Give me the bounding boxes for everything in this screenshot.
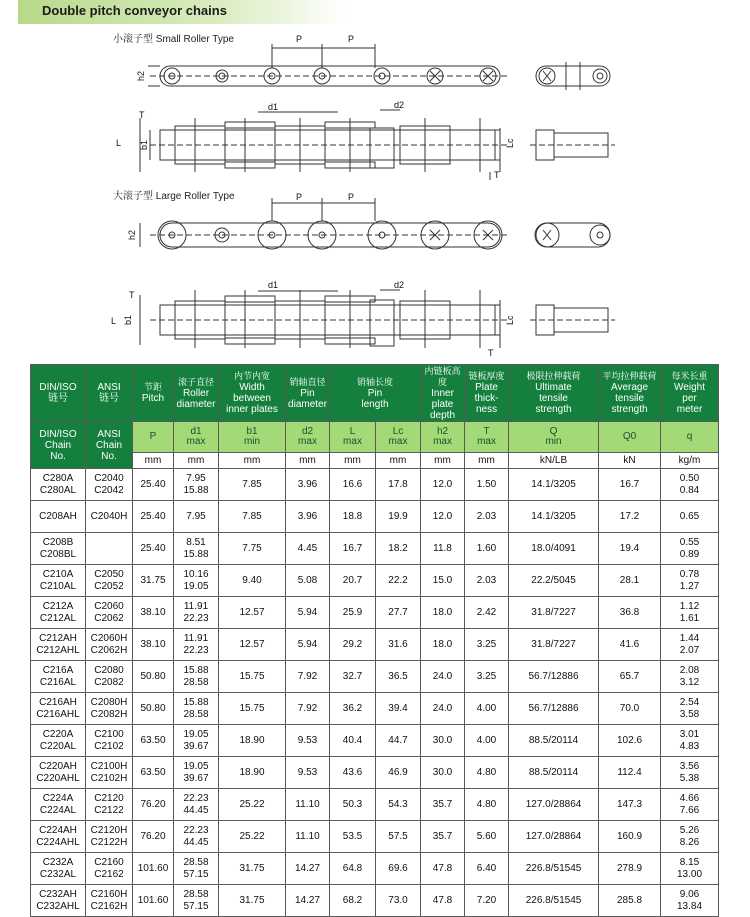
label-d2-large: d2 — [394, 280, 405, 290]
cell-roller-diameter: 10.16 19.05 — [174, 565, 219, 597]
table-row — [31, 533, 719, 565]
label-h2-small: h2 — [136, 70, 146, 81]
cell-pin-length: 29.2 — [330, 629, 376, 661]
cell-plate-depth: 24.0 — [421, 693, 465, 725]
label-t-large-bottom: T — [488, 348, 494, 358]
cell-inner-width: 12.57 — [219, 597, 286, 629]
col-l-symbol: L max — [330, 422, 376, 453]
cell-ultimate-strength: 56.7/12886 — [509, 693, 599, 725]
col-ansi-symbol: ANSI Chain No. — [86, 422, 133, 469]
cell-ansi: C2160 C2162 — [86, 853, 133, 885]
cell-ansi: C2060H C2062H — [86, 629, 133, 661]
cell-ultimate-strength: 127.0/28864 — [509, 821, 599, 853]
unit-d1: mm — [174, 453, 219, 469]
cell-average-strength: 36.8 — [599, 597, 661, 629]
label-b1-small: b1 — [139, 139, 149, 150]
cell-inner-width: 25.22 — [219, 789, 286, 821]
cell-roller-diameter: 11.91 22.23 — [174, 597, 219, 629]
table-row — [31, 789, 719, 821]
col-b1-symbol: b1 min — [219, 422, 286, 453]
cell-pitch: 76.20 — [133, 821, 174, 853]
large-roller-caption: 大滚子型 Large Roller Type — [113, 191, 235, 202]
table-row — [31, 469, 719, 501]
cell-din: C280A C280AL — [31, 469, 86, 501]
cell-weight: 3.56 5.38 — [661, 757, 719, 789]
cell-pin-length: 25.9 — [330, 597, 376, 629]
cell-din: C210A C210AL — [31, 565, 86, 597]
unit-q0: kN — [599, 453, 661, 469]
cell-pin-length: 40.4 — [330, 725, 376, 757]
cell-pin-diameter: 9.53 — [286, 757, 330, 789]
cell-din: C212A C212AL — [31, 597, 86, 629]
cell-inner-width: 18.90 — [219, 725, 286, 757]
cell-plate-depth: 18.0 — [421, 629, 465, 661]
cell-pin-length-lc: 54.3 — [376, 789, 421, 821]
cell-pitch: 25.40 — [133, 533, 174, 565]
col-ansi-header: ANSI 链号 — [86, 365, 133, 422]
cell-pin-diameter: 11.10 — [286, 789, 330, 821]
cell-weight: 0.78 1.27 — [661, 565, 719, 597]
col-weight-symbol: q — [661, 422, 719, 453]
cell-ultimate-strength: 14.1/3205 — [509, 469, 599, 501]
cell-weight: 2.08 3.12 — [661, 661, 719, 693]
cell-inner-width: 18.90 — [219, 757, 286, 789]
header-row-symbols — [31, 422, 719, 453]
cell-plate-depth: 35.7 — [421, 821, 465, 853]
cell-plate-depth: 12.0 — [421, 501, 465, 533]
label-l-large: L — [111, 316, 117, 326]
label-p-3: P — [296, 192, 303, 202]
cell-ansi: C2100 C2102 — [86, 725, 133, 757]
cell-weight: 0.55 0.89 — [661, 533, 719, 565]
cell-inner-width: 7.85 — [219, 469, 286, 501]
label-l-small: L — [116, 138, 122, 148]
cell-plate-depth: 47.8 — [421, 885, 465, 917]
cell-weight: 4.66 7.66 — [661, 789, 719, 821]
cell-ultimate-strength: 56.7/12886 — [509, 661, 599, 693]
cell-roller-diameter: 7.95 15.88 — [174, 469, 219, 501]
cell-plate-depth: 18.0 — [421, 597, 465, 629]
cell-weight: 3.01 4.83 — [661, 725, 719, 757]
cell-average-strength: 17.2 — [599, 501, 661, 533]
table-row — [31, 821, 719, 853]
cell-average-strength: 16.7 — [599, 469, 661, 501]
cell-pitch: 25.40 — [133, 501, 174, 533]
cell-ansi: C2100H C2102H — [86, 757, 133, 789]
cell-weight: 0.50 0.84 — [661, 469, 719, 501]
table-row — [31, 597, 719, 629]
cell-pitch: 101.60 — [133, 885, 174, 917]
cell-pitch: 63.50 — [133, 725, 174, 757]
cell-pitch: 50.80 — [133, 661, 174, 693]
cell-plate-depth: 24.0 — [421, 661, 465, 693]
cell-din: C216AH C216AHL — [31, 693, 86, 725]
col-roller-header: 滚子直径 Roller diameter — [174, 365, 219, 422]
cell-plate-thickness: 5.60 — [465, 821, 509, 853]
col-lc-symbol: Lc max — [376, 422, 421, 453]
cell-pin-length-lc: 22.2 — [376, 565, 421, 597]
label-lc-large: Lc — [505, 315, 515, 325]
cell-plate-thickness: 2.03 — [465, 501, 509, 533]
unit-h2: mm — [421, 453, 465, 469]
cell-din: C232A C232AL — [31, 853, 86, 885]
cell-average-strength: 65.7 — [599, 661, 661, 693]
cell-ansi: C2080 C2082 — [86, 661, 133, 693]
cell-roller-diameter: 11.91 22.23 — [174, 629, 219, 661]
label-lc-small: Lc — [505, 138, 515, 148]
col-width-header: 内节内宽 Width between inner plates — [219, 365, 286, 422]
cell-ultimate-strength: 22.2/5045 — [509, 565, 599, 597]
col-pin-length-header: 销轴长度 Pin length — [330, 365, 421, 422]
cell-pitch: 38.10 — [133, 629, 174, 661]
cell-average-strength: 41.6 — [599, 629, 661, 661]
label-p-2: P — [348, 34, 355, 44]
cell-ultimate-strength: 226.8/51545 — [509, 853, 599, 885]
cell-inner-width: 31.75 — [219, 885, 286, 917]
cell-din: C232AH C232AHL — [31, 885, 86, 917]
cell-ansi — [86, 533, 133, 565]
cell-average-strength: 147.3 — [599, 789, 661, 821]
cell-plate-depth: 15.0 — [421, 565, 465, 597]
cell-average-strength: 102.6 — [599, 725, 661, 757]
cell-pin-diameter: 14.27 — [286, 885, 330, 917]
cell-din: C220A C220AL — [31, 725, 86, 757]
cell-pin-length: 36.2 — [330, 693, 376, 725]
label-h2-large: h2 — [127, 229, 137, 240]
cell-average-strength: 70.0 — [599, 693, 661, 725]
spec-table — [30, 364, 719, 917]
unit-q: kN/LB — [509, 453, 599, 469]
cell-plate-thickness: 2.42 — [465, 597, 509, 629]
cell-pin-diameter: 5.94 — [286, 597, 330, 629]
cell-ultimate-strength: 226.8/51545 — [509, 885, 599, 917]
cell-inner-width: 7.75 — [219, 533, 286, 565]
spec-table-body — [31, 469, 719, 917]
cell-ansi: C2160H C2162H — [86, 885, 133, 917]
cell-plate-thickness: 6.40 — [465, 853, 509, 885]
cell-pin-diameter: 7.92 — [286, 661, 330, 693]
label-t-small-bottom: T — [494, 170, 500, 180]
col-d2-symbol: d2 max — [286, 422, 330, 453]
cell-pin-diameter: 9.53 — [286, 725, 330, 757]
cell-pitch: 63.50 — [133, 757, 174, 789]
col-thickness-header: 链板厚度 Plate thick- ness — [465, 365, 509, 422]
table-row — [31, 885, 719, 917]
cell-roller-diameter: 15.88 28.58 — [174, 661, 219, 693]
cell-plate-thickness: 4.00 — [465, 693, 509, 725]
table-row — [31, 853, 719, 885]
cell-plate-thickness: 3.25 — [465, 629, 509, 661]
cell-pin-diameter: 3.96 — [286, 501, 330, 533]
cell-plate-depth: 30.0 — [421, 757, 465, 789]
cell-pin-length-lc: 73.0 — [376, 885, 421, 917]
page-title: Double pitch conveyor chains — [42, 3, 227, 18]
cell-din: C208AH — [31, 501, 86, 533]
cell-plate-depth: 30.0 — [421, 725, 465, 757]
small-roller-end-top-view — [530, 130, 615, 160]
cell-pitch: 101.60 — [133, 853, 174, 885]
unit-weight: kg/m — [661, 453, 719, 469]
cell-pin-length: 68.2 — [330, 885, 376, 917]
label-t-large: T — [129, 290, 135, 300]
col-t-symbol: T max — [465, 422, 509, 453]
col-q-symbol: Q min — [509, 422, 599, 453]
cell-pin-diameter: 14.27 — [286, 853, 330, 885]
cell-roller-diameter: 15.88 28.58 — [174, 693, 219, 725]
cell-pin-length: 53.5 — [330, 821, 376, 853]
cell-pitch: 25.40 — [133, 469, 174, 501]
large-roller-top-view — [140, 290, 510, 348]
col-q0-symbol: Q0 — [599, 422, 661, 453]
col-average-header: 平均拉伸载荷 Average tensile strength — [599, 365, 661, 422]
small-roller-end-view — [536, 62, 610, 90]
cell-average-strength: 112.4 — [599, 757, 661, 789]
cell-inner-width: 7.85 — [219, 501, 286, 533]
cell-roller-diameter: 22.23 44.45 — [174, 789, 219, 821]
label-p-4: P — [348, 192, 355, 202]
cell-din: C216A C216AL — [31, 661, 86, 693]
cell-roller-diameter: 22.23 44.45 — [174, 821, 219, 853]
cell-weight: 9.06 13.84 — [661, 885, 719, 917]
cell-roller-diameter: 8.51 15.88 — [174, 533, 219, 565]
cell-pin-length: 20.7 — [330, 565, 376, 597]
cell-pin-diameter: 11.10 — [286, 821, 330, 853]
cell-pin-length: 16.6 — [330, 469, 376, 501]
cell-inner-width: 12.57 — [219, 629, 286, 661]
cell-plate-thickness: 4.00 — [465, 725, 509, 757]
large-roller-end-view — [535, 223, 610, 247]
col-plate-depth-header: 内链板高度 Inner plate depth — [421, 365, 465, 422]
header-row-units — [31, 453, 719, 469]
cell-ansi: C2060 C2062 — [86, 597, 133, 629]
cell-ultimate-strength: 127.0/28864 — [509, 789, 599, 821]
cell-plate-depth: 11.8 — [421, 533, 465, 565]
cell-plate-thickness: 1.50 — [465, 469, 509, 501]
cell-pin-length-lc: 57.5 — [376, 821, 421, 853]
cell-inner-width: 15.75 — [219, 661, 286, 693]
cell-pin-diameter: 3.96 — [286, 469, 330, 501]
cell-roller-diameter: 28.58 57.15 — [174, 885, 219, 917]
small-roller-top-view — [140, 110, 510, 180]
cell-pin-length: 18.8 — [330, 501, 376, 533]
small-roller-side-view — [148, 44, 510, 86]
cell-ansi: C2120 C2122 — [86, 789, 133, 821]
large-roller-end-top-view — [530, 305, 615, 335]
cell-pitch: 50.80 — [133, 693, 174, 725]
cell-pitch: 38.10 — [133, 597, 174, 629]
col-pin-dia-header: 销轴直径 Pin diameter — [286, 365, 330, 422]
cell-average-strength: 278.9 — [599, 853, 661, 885]
cell-din: C220AH C220AHL — [31, 757, 86, 789]
cell-ultimate-strength: 14.1/3205 — [509, 501, 599, 533]
cell-ultimate-strength: 88.5/20114 — [509, 757, 599, 789]
col-din-header: DIN/ISO 链号 — [31, 365, 86, 422]
cell-plate-depth: 35.7 — [421, 789, 465, 821]
cell-average-strength: 285.8 — [599, 885, 661, 917]
col-d1-symbol: d1 max — [174, 422, 219, 453]
cell-pin-length-lc: 39.4 — [376, 693, 421, 725]
cell-roller-diameter: 19.05 39.67 — [174, 725, 219, 757]
table-row — [31, 565, 719, 597]
cell-din: C208B C208BL — [31, 533, 86, 565]
cell-din: C224A C224AL — [31, 789, 86, 821]
cell-pin-diameter: 7.92 — [286, 693, 330, 725]
cell-roller-diameter: 19.05 39.67 — [174, 757, 219, 789]
cell-plate-thickness: 4.80 — [465, 789, 509, 821]
header-row-names — [31, 365, 719, 422]
cell-pin-length: 32.7 — [330, 661, 376, 693]
cell-pin-length-lc: 19.9 — [376, 501, 421, 533]
cell-pin-length: 64.8 — [330, 853, 376, 885]
cell-inner-width: 25.22 — [219, 821, 286, 853]
cell-inner-width: 31.75 — [219, 853, 286, 885]
cell-din: C212AH C212AHL — [31, 629, 86, 661]
cell-pin-length-lc: 46.9 — [376, 757, 421, 789]
cell-ansi: C2120H C2122H — [86, 821, 133, 853]
col-weight-header: 每米长重 Weight per meter — [661, 365, 719, 422]
cell-pin-length-lc: 44.7 — [376, 725, 421, 757]
table-row — [31, 693, 719, 725]
cell-pin-length-lc: 17.8 — [376, 469, 421, 501]
cell-plate-thickness: 4.80 — [465, 757, 509, 789]
cell-ultimate-strength: 88.5/20114 — [509, 725, 599, 757]
spec-table-wrapper — [30, 364, 718, 917]
cell-weight: 8.15 13.00 — [661, 853, 719, 885]
cell-pin-diameter: 5.94 — [286, 629, 330, 661]
col-p-symbol: P — [133, 422, 174, 453]
cell-weight: 2.54 3.58 — [661, 693, 719, 725]
unit-b1: mm — [219, 453, 286, 469]
unit-p: mm — [133, 453, 174, 469]
cell-pin-diameter: 4.45 — [286, 533, 330, 565]
cell-pitch: 31.75 — [133, 565, 174, 597]
label-d1-small: d1 — [268, 102, 279, 112]
table-row — [31, 725, 719, 757]
unit-d2: mm — [286, 453, 330, 469]
cell-roller-diameter: 7.95 — [174, 501, 219, 533]
cell-plate-thickness: 7.20 — [465, 885, 509, 917]
cell-pin-length-lc: 18.2 — [376, 533, 421, 565]
chain-diagrams — [0, 0, 750, 360]
label-t-small: T — [139, 110, 145, 120]
large-roller-side-view — [140, 198, 510, 249]
cell-weight: 0.65 — [661, 501, 719, 533]
cell-weight: 1.44 2.07 — [661, 629, 719, 661]
cell-ansi: C2040H — [86, 501, 133, 533]
cell-inner-width: 9.40 — [219, 565, 286, 597]
cell-plate-thickness: 3.25 — [465, 661, 509, 693]
cell-plate-depth: 12.0 — [421, 469, 465, 501]
cell-pin-length-lc: 69.6 — [376, 853, 421, 885]
small-roller-caption: 小滚子型 Small Roller Type — [113, 34, 234, 45]
col-pitch-header: 节距 Pitch — [133, 365, 174, 422]
table-row — [31, 661, 719, 693]
unit-t: mm — [465, 453, 509, 469]
cell-pin-length-lc: 36.5 — [376, 661, 421, 693]
label-p-1: P — [296, 34, 303, 44]
cell-weight: 1.12 1.61 — [661, 597, 719, 629]
unit-lc: mm — [376, 453, 421, 469]
cell-ultimate-strength: 18.0/4091 — [509, 533, 599, 565]
cell-plate-thickness: 1.60 — [465, 533, 509, 565]
col-ultimate-header: 极限拉伸载荷 Ultimate tensile strength — [509, 365, 599, 422]
cell-pin-diameter: 5.08 — [286, 565, 330, 597]
cell-ansi: C2080H C2082H — [86, 693, 133, 725]
cell-average-strength: 19.4 — [599, 533, 661, 565]
cell-weight: 5.26 8.26 — [661, 821, 719, 853]
cell-pin-length: 43.6 — [330, 757, 376, 789]
cell-inner-width: 15.75 — [219, 693, 286, 725]
table-row — [31, 501, 719, 533]
label-b1-large: b1 — [123, 314, 133, 325]
cell-average-strength: 160.9 — [599, 821, 661, 853]
cell-ultimate-strength: 31.8/7227 — [509, 629, 599, 661]
cell-pin-length-lc: 27.7 — [376, 597, 421, 629]
table-row — [31, 757, 719, 789]
label-d1-large: d1 — [268, 280, 279, 290]
cell-plate-thickness: 2.03 — [465, 565, 509, 597]
cell-ultimate-strength: 31.8/7227 — [509, 597, 599, 629]
cell-pitch: 76.20 — [133, 789, 174, 821]
cell-pin-length: 50.3 — [330, 789, 376, 821]
unit-l: mm — [330, 453, 376, 469]
cell-pin-length-lc: 31.6 — [376, 629, 421, 661]
col-din-symbol: DIN/ISO Chain No. — [31, 422, 86, 469]
col-h2-symbol: h2 max — [421, 422, 465, 453]
cell-din: C224AH C224AHL — [31, 821, 86, 853]
cell-ansi: C2050 C2052 — [86, 565, 133, 597]
cell-ansi: C2040 C2042 — [86, 469, 133, 501]
cell-average-strength: 28.1 — [599, 565, 661, 597]
table-row — [31, 629, 719, 661]
cell-plate-depth: 47.8 — [421, 853, 465, 885]
label-d2-small: d2 — [394, 100, 405, 110]
cell-pin-length: 16.7 — [330, 533, 376, 565]
cell-roller-diameter: 28.58 57.15 — [174, 853, 219, 885]
